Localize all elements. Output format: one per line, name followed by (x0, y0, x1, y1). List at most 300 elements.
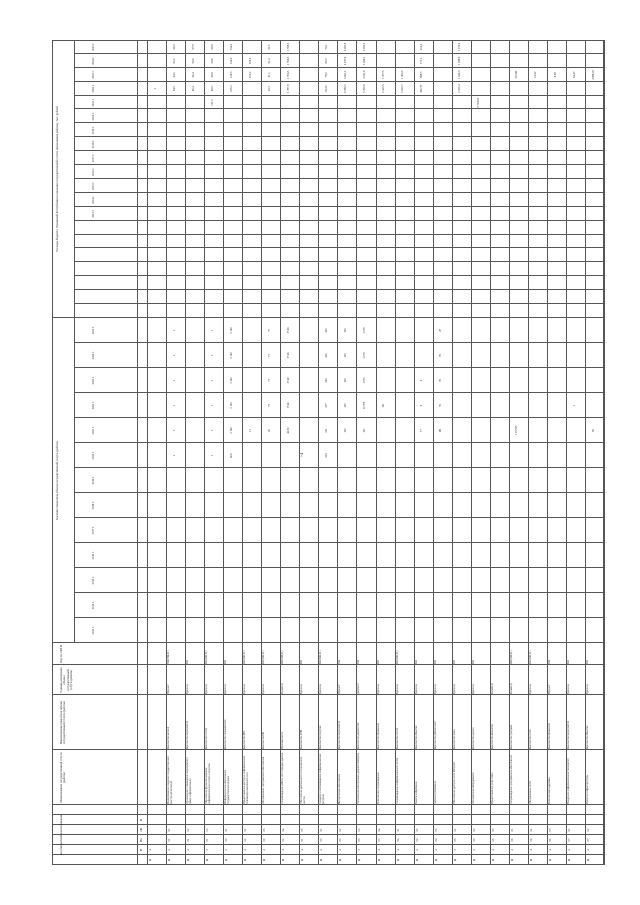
code-cell: 01 (567, 828, 571, 832)
okei-cell: 642 (642,01) (319, 650, 323, 664)
expense-cell: 1 766,5 (286, 56, 290, 66)
volume-cell: 17 (420, 429, 424, 432)
budget-table (52, 40, 604, 865)
volume-cell: 2 160 (229, 377, 233, 384)
service-cell: Методическое обеспечение (338, 773, 342, 804)
volume-year-header: 2013 г. (92, 626, 95, 635)
code-cell: 04 (396, 838, 400, 842)
service-cell: Техническая поддержка (547, 777, 551, 804)
column-divider (74, 289, 604, 290)
code-cell: 03 (339, 838, 343, 842)
column-divider (74, 442, 604, 443)
column-divider (74, 220, 604, 221)
volume-cell: 1 (210, 379, 214, 382)
column-divider (52, 749, 604, 750)
code-cell: 01 (320, 828, 324, 832)
indicator-cell: Количество рабочих мест (433, 720, 437, 749)
code-cell: Ц (149, 858, 152, 862)
volume-cell: 1 (210, 329, 214, 332)
unit-cell: Единица (186, 684, 190, 694)
okei-cell: 642 (452, 660, 456, 664)
code-cell: Ц (415, 858, 419, 862)
expense-cell: 69,9 (210, 86, 214, 92)
code-cell: 07 (567, 838, 571, 842)
unit-cell: Единица (243, 684, 247, 694)
expense-cell: 91,4 (267, 58, 271, 64)
code-cell: 03 (206, 828, 210, 832)
volume-cell: 2 160 (229, 352, 233, 359)
service-cell: Предоставление доступа к информационно-телекоммуникационной сети (243, 755, 250, 804)
indicator-cell: Количество объектов (414, 725, 418, 749)
code-cell: Ц (225, 858, 229, 862)
indicator-cell: Количество систем (205, 727, 209, 749)
expense-cell: 6088,03 (591, 70, 595, 80)
code-cell: 03 (491, 828, 495, 832)
indicator-cell: Количество документов (357, 722, 361, 749)
code-cell: Ц (529, 858, 533, 862)
volume-cell: 1 157,85 (515, 425, 519, 436)
expense-year-header: 2021 г. (92, 98, 95, 107)
column-divider (74, 122, 604, 123)
volume-year-header: 2019 г. (92, 476, 95, 485)
unit-cell (148, 666, 165, 694)
indicator-cell: Количество объектов (585, 725, 589, 749)
expense-cell: 513,98 (515, 70, 519, 79)
expense-cell: 8,38 (553, 72, 557, 78)
volume-cell: 1 (210, 429, 214, 432)
volume-cell: 120 (344, 328, 348, 333)
okei-cell: 642 (376, 660, 380, 664)
expense-cell: 898,5 (420, 71, 424, 78)
service-cell: Администрирование (433, 781, 437, 804)
code-cell: Ц (510, 858, 514, 862)
column-divider (74, 492, 604, 493)
okei-cell: 744 (338, 660, 342, 664)
volume-cell: 17,66 (286, 327, 290, 334)
okei-cell: 744 (357, 660, 361, 664)
volume-cell: 1 (172, 404, 176, 407)
expense-cell: 1 477,5 (382, 70, 386, 79)
code-cell: 4 (529, 849, 533, 851)
indicator-cell: Количество мероприятий (338, 720, 342, 749)
expense-cell: 3 974,5 (363, 42, 367, 52)
code-cell: 01 (453, 828, 457, 832)
volume-cell: 2 166 (229, 427, 233, 434)
okei-cell: 642 (414, 660, 418, 664)
code-cell: Ц (320, 858, 324, 862)
code-cell: 03 (263, 828, 267, 832)
volume-year-header: 2016 г. (92, 551, 95, 560)
code-cell: 03 (548, 828, 552, 832)
unit-cell: Единица (395, 684, 399, 694)
service-cell: Информационное обеспечение государственных органов (224, 769, 231, 804)
expense-cell: 91,1 (267, 72, 271, 78)
column-divider (52, 834, 604, 835)
page-number: 7 (300, 453, 303, 459)
expense-cell: 171,1 (420, 57, 424, 65)
indicator-cell: Количество АРМ (300, 729, 304, 749)
expense-cell: 78,0 (325, 72, 329, 78)
expense-cell: 6 237,9 (344, 56, 348, 66)
okei-cell: 642 (471, 660, 475, 664)
unit-cell: Единица (471, 684, 475, 694)
code-cell: Ц (453, 858, 457, 862)
expense-cell: 106,9 (248, 57, 252, 65)
column-divider (74, 109, 604, 110)
code-cell: 4 (396, 849, 400, 851)
unit-cell: Процент (167, 684, 171, 694)
code-cell: Ц (396, 858, 400, 862)
code-cell: 4 (263, 849, 267, 851)
expense-cell: 2 165,4 (458, 84, 462, 93)
code-cell: 01 (510, 828, 514, 832)
code-cell: 4 (168, 849, 172, 851)
expense-cell: 79,1 (325, 44, 329, 50)
expense-cell: 95,50 (325, 85, 329, 92)
volume-cell: 71 (267, 354, 271, 357)
expense-cell: 1 (153, 87, 157, 90)
unit-cell: Единица (319, 684, 323, 694)
volume-cell: 1 (172, 354, 176, 357)
expense-cell: 214,4 (420, 43, 424, 51)
code-cell: 4 (567, 849, 571, 851)
volume-cell: 1 (210, 454, 214, 457)
volume-cell: 47 (439, 329, 443, 332)
code-cell: 4 (453, 849, 457, 851)
code-cell: 06 (510, 838, 514, 842)
indicator-cell: Количество обращений (547, 723, 551, 749)
unit-cell: Километр (281, 683, 285, 694)
code-cell: 4 (548, 849, 552, 851)
indicator-name-header: Наименование показателя объема государственной услуги (работы) (59, 700, 67, 745)
volume-cell: 17,66 (286, 352, 290, 359)
code-cell: 05 (301, 828, 305, 832)
code-cell: Ц (358, 858, 362, 862)
code-cell: 05 (453, 838, 457, 842)
expense-cell: 69,8 (210, 72, 214, 78)
unit-cell: Единица (205, 684, 209, 694)
code-cell: 04 (377, 828, 381, 832)
expense-cell: 1 768,5 (286, 42, 290, 52)
service-cell: Сопровождение программного обеспечения (509, 755, 513, 804)
volume-cell: 1 (172, 379, 176, 382)
code-cell: 02 (225, 838, 229, 842)
code-cell: 05 (472, 838, 476, 842)
code-cell: Ц (548, 858, 552, 862)
expense-cell: 420,70 (420, 84, 424, 93)
expense-year-header: 2020 г. (92, 112, 95, 121)
service-cell: Сопровождение работы сети передачи данных (281, 752, 285, 804)
code-cell: 4 (339, 849, 343, 851)
volume-cell: 101 (382, 403, 386, 408)
code-cell: 4 (225, 849, 229, 851)
code-cell: 4 (187, 849, 191, 851)
expense-cell: 5 661,5 (344, 70, 348, 79)
expense-cell: 6 265,8 (344, 42, 348, 52)
code-cell: 4 (586, 849, 590, 851)
code-sublabel: П (140, 848, 143, 852)
code-header: Код бюджетной классификации (59, 814, 63, 856)
volume-cell: 17,66 (286, 402, 290, 409)
code-cell: 01 (206, 838, 210, 842)
volume-year-header: 2020 г. (92, 451, 95, 460)
indicator-cell: Количество единиц (471, 727, 475, 749)
okei-cell: 642 (585, 660, 589, 664)
okei-header: Код по ОКЕИ (59, 645, 63, 663)
volume-cell: 6 (420, 404, 424, 407)
volume-cell: 120 (344, 403, 348, 408)
volume-cell: 2 160 (229, 327, 233, 334)
expense-cell: 235,3 (229, 85, 233, 92)
column-divider (74, 53, 604, 54)
code-cell: 02 (472, 828, 476, 832)
service-cell: Эксплуатация оборудования (471, 772, 475, 804)
code-cell: 01 (168, 838, 172, 842)
code-cell: Ц (187, 858, 191, 862)
unit-cell: Километр (509, 683, 513, 694)
column-divider (52, 804, 604, 805)
column-divider (74, 417, 604, 418)
expense-cell: 80,3 (325, 58, 329, 64)
expense-cell: 14,52 (534, 71, 538, 78)
code-cell: 03 (320, 838, 324, 842)
expense-cell: 94,5 (172, 86, 176, 92)
header-divider (137, 40, 138, 865)
expense-cell: 96,0 (172, 44, 176, 50)
volume-cell: 234 (325, 453, 329, 458)
volume-cell: 120 (344, 378, 348, 383)
header-divider (74, 40, 75, 643)
expense-cell: 96,4 (191, 86, 195, 92)
unit-cell: Километр (490, 683, 494, 694)
expense-cell: 96,9 (191, 58, 195, 64)
code-cell: 4 (472, 849, 476, 851)
code-cell: 01 (396, 828, 400, 832)
volume-cell: 10 700 (363, 401, 367, 410)
volume-cell: 1 (210, 404, 214, 407)
code-cell: 01 (225, 828, 229, 832)
code-cell: 04 (415, 838, 419, 842)
unit-cell: Процент (338, 684, 342, 694)
unit-cell: Единица (585, 684, 589, 694)
expense-year-header: 2014 г. (92, 195, 95, 204)
service-cell (148, 751, 165, 804)
expense-cell: 131,5 (210, 99, 214, 106)
code-cell: Ц (491, 858, 495, 862)
volume-cell: 71 (267, 329, 271, 332)
expense-cell: 5 163,7 (401, 84, 405, 93)
volume-cell: 4 (420, 379, 424, 382)
service-cell: Обеспечение функционирования информационных систем и ресурсов (205, 763, 212, 804)
volume-cell: 1 (572, 404, 576, 407)
column-divider (74, 67, 604, 68)
code-cell: 4 (301, 849, 305, 851)
expense-year-header: 2013 г. (92, 209, 95, 218)
code-cell: Ц (586, 858, 590, 862)
code-sublabel: ОМ (140, 827, 143, 833)
expense-cell: 1 787,9 (286, 84, 290, 93)
code-cell: 07 (586, 838, 590, 842)
expense-cell: 69,8 (210, 44, 214, 50)
column-divider (74, 303, 604, 304)
column-divider (74, 592, 604, 593)
expense-cell: 154,6 (229, 57, 233, 65)
code-cell: 03 (377, 838, 381, 842)
volume-year-header: 2017 г. (92, 526, 95, 535)
unit-cell: Единица (433, 684, 437, 694)
service-name-header: Наименование государственной услуги (работы) (59, 752, 67, 803)
code-cell: 4 (244, 849, 248, 851)
code-cell: Ц (434, 858, 438, 862)
unit-cell: Единица (566, 684, 570, 694)
indicator-cell: Количество программ (509, 724, 513, 749)
volume-cell: 20 (267, 429, 271, 432)
code-cell: 05 (491, 838, 495, 842)
code-cell: Ц (301, 858, 305, 862)
indicator-cell (148, 696, 165, 749)
code-cell: Ц (263, 858, 267, 862)
expense-cell: 69,8 (210, 58, 214, 64)
code-cell: 04 (434, 838, 438, 842)
group-divider (52, 642, 604, 643)
volume-section-title: Значение показателя объема государственной услуги (работы) (55, 440, 59, 521)
service-cell: Сопровождение информационных систем (395, 757, 399, 804)
column-divider (74, 248, 604, 249)
volume-cell: 17,66 (286, 377, 290, 384)
code-cell: 02 (263, 838, 267, 842)
code-sublabel: Пп (140, 838, 143, 842)
expense-cell: 3 911,8 (363, 70, 367, 79)
column-divider (74, 542, 604, 543)
volume-year-header: 2025 г. (92, 326, 95, 335)
service-cell: Развитие инфраструктуры (585, 775, 589, 804)
okei-cell: 642 (642,01) (528, 650, 532, 664)
expense-cell: 6 793,00 (477, 97, 481, 108)
indicator-cell: Количество мероприятий (566, 720, 570, 749)
expense-cell: 1 766,5 (286, 70, 290, 79)
service-cell: Предоставление услуг связи (490, 772, 494, 804)
column-divider (74, 342, 604, 343)
row-divider (604, 40, 605, 865)
okei-cell: 744 (744,01) (167, 650, 171, 664)
okei-cell: 642 (642,01) (262, 650, 266, 664)
column-divider (74, 367, 604, 368)
volume-year-header: 2023 г. (92, 376, 95, 385)
unit-cell: Единица (262, 684, 266, 694)
code-cell: 01 (168, 828, 172, 832)
indicator-cell: Протяженность (281, 731, 285, 749)
okei-cell: 008 (008,01) (509, 650, 513, 664)
volume-cell: 120 (344, 428, 348, 433)
volume-cell: 60,0 (229, 453, 233, 458)
volume-cell: 71 (267, 404, 271, 407)
service-cell: Обслуживание сетей (528, 780, 532, 804)
okei-cell: 642 (224, 660, 228, 664)
volume-cell: 42,50 (286, 427, 290, 434)
column-divider (52, 844, 604, 845)
expense-year-header: 2018 г. (92, 140, 95, 149)
code-cell: 02 (244, 838, 248, 842)
code-cell: 02 (301, 838, 305, 842)
expense-cell: 94,5 (172, 72, 176, 78)
expense-cell: 97,8 (191, 44, 195, 50)
expense-year-header: 2015 г. (92, 182, 95, 190)
expense-cell: 95,0 (172, 58, 176, 64)
service-cell: Организация электронного документооборота (357, 753, 361, 804)
volume-cell: 76 (439, 404, 443, 407)
code-cell: 06 (548, 838, 552, 842)
code-cell: 4 (320, 849, 324, 851)
code-cell: 02 (282, 838, 286, 842)
expense-year-header: 2024 г. (92, 56, 95, 65)
volume-cell: 1 (172, 454, 176, 457)
volume-cell: 120 (344, 353, 348, 358)
code-cell: Ц (206, 858, 210, 862)
volume-cell: 231 (325, 428, 329, 433)
expense-cell: 2 163,5 (382, 84, 386, 93)
volume-cell: 11 (248, 429, 252, 432)
volume-cell: 237 (325, 403, 329, 408)
okei-cell: 642 (642,01) (243, 650, 247, 664)
code-cell: 02 (339, 828, 343, 832)
column-divider (74, 275, 604, 276)
unit-cell: Процент (547, 684, 551, 694)
service-cell: Внедрение информационных технологий (566, 758, 570, 804)
column-divider (74, 206, 604, 207)
code-cell: 4 (149, 849, 152, 851)
code-cell: 4 (282, 849, 286, 851)
volume-cell: 82 (591, 429, 595, 432)
column-divider (52, 694, 604, 695)
expense-year-header: 2023 г. (92, 70, 95, 79)
expense-year-header: 2025 г. (92, 43, 95, 51)
expense-cell: 91,5 (267, 44, 271, 50)
indicator-cell: Количество записей (167, 726, 171, 749)
expense-cell: 6 082,5 (344, 84, 348, 93)
indicator-cell: Количество систем (395, 727, 399, 749)
unit-cell: Единица (414, 684, 418, 694)
code-cell: Ц (472, 858, 476, 862)
expense-cell: 105,2 (248, 71, 252, 78)
expense-cell: 1 174,5 (458, 42, 462, 52)
volume-cell: 1 (172, 429, 176, 432)
expense-year-header: 2022 г. (92, 84, 95, 93)
code-sublabel: М (140, 818, 143, 822)
column-divider (74, 164, 604, 165)
volume-year-header: 2015 г. (92, 576, 95, 585)
column-divider (74, 392, 604, 393)
service-cell: Техническое сопровождение (376, 772, 380, 804)
volume-cell: 2 193 (229, 402, 233, 409)
code-cell: 02 (187, 828, 191, 832)
volume-cell: 101 (363, 428, 367, 433)
volume-cell: 243 (325, 353, 329, 358)
expense-cell: 5 765,8 (363, 84, 367, 93)
code-cell: Ц (567, 858, 571, 862)
code-cell: 4 (491, 849, 495, 851)
code-cell: 06 (529, 838, 533, 842)
expense-year-header: 2017 г. (92, 154, 95, 163)
service-cell: Формирование и ведение государственного реестра организаций (167, 756, 174, 804)
indicator-cell: Количество точек (452, 729, 456, 749)
column-divider (74, 517, 604, 518)
service-cell: Защита информации (414, 781, 418, 804)
service-cell: Обеспечение доступа к сети Интернет (452, 761, 456, 804)
indicator-cell: Количество ресурсов (319, 725, 323, 749)
code-cell: 4 (206, 849, 210, 851)
expense-cell: 95,3 (267, 86, 271, 92)
column-divider (52, 824, 604, 825)
